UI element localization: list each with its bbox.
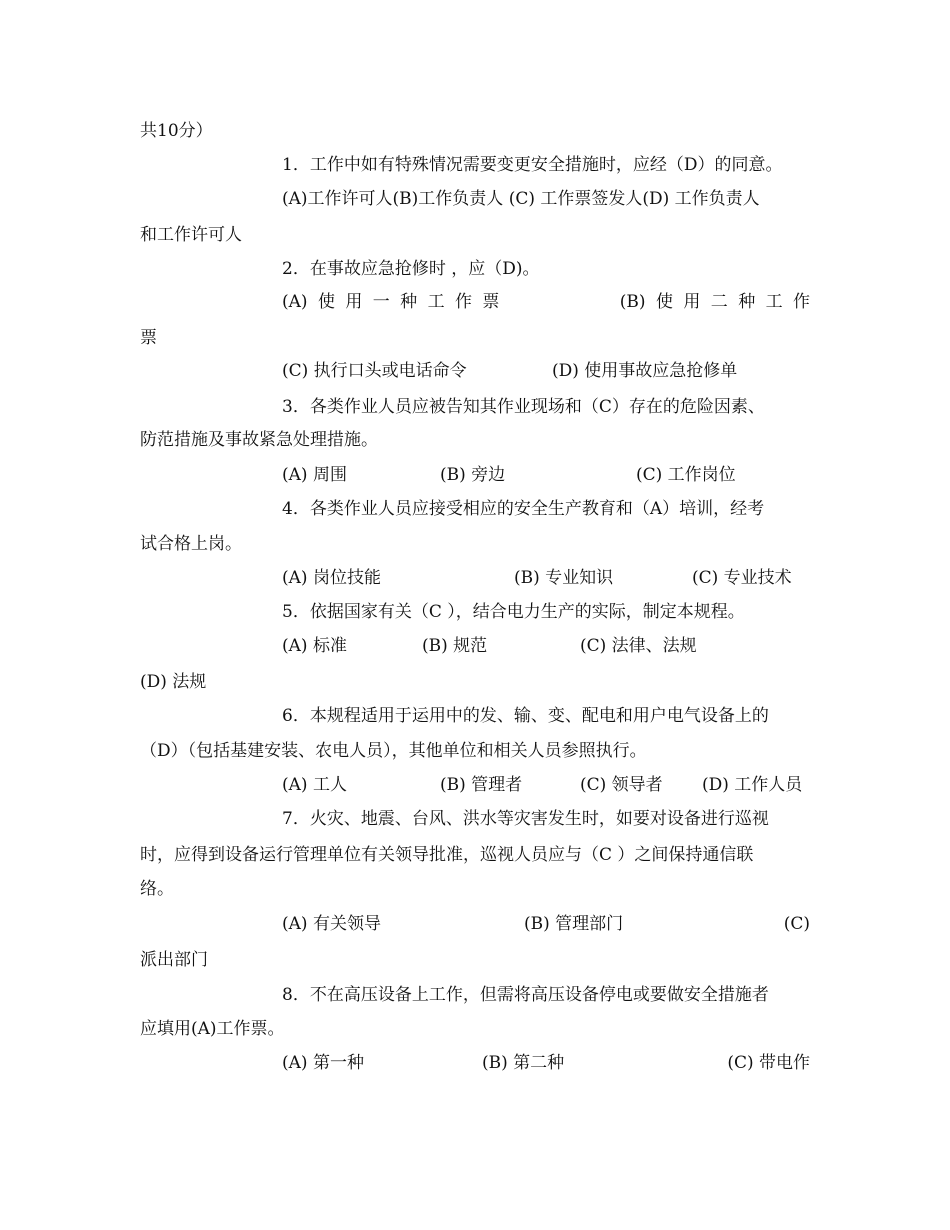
option-c: (C) 工作岗位 — [636, 465, 736, 485]
option-a-char: 用 — [345, 292, 363, 312]
question-5: 5．依据国家有关（C ），结合电力生产的实际，制定本规程。 — [282, 602, 745, 622]
question-8: 8．不在高压设备上工作，但需将高压设备停电或要做安全措施者 — [282, 985, 769, 1005]
question-2: 2．在事故应急抢修时 ，应（D)。 — [282, 259, 540, 279]
option-a-char: 作 — [454, 292, 472, 312]
question-6-options — [282, 775, 810, 795]
option-b-label: (B) — [619, 292, 646, 312]
option-a-char: 一 — [372, 292, 390, 312]
option-b: (B) 专业知识 — [514, 568, 614, 588]
option-b: (B) 第二种 — [482, 1053, 565, 1073]
option-a-char: 工 — [427, 292, 445, 312]
question-1-options-cont: 和工作许可人 — [140, 225, 242, 245]
option-a-char: 使 — [317, 292, 335, 312]
question-2-options-cd — [282, 361, 810, 381]
option-a: (A) 标准 — [282, 636, 347, 656]
question-7-cont-2: 络。 — [140, 879, 174, 899]
option-b-char: 用 — [683, 292, 701, 312]
question-6: 6．本规程适用于运用中的发、输、变、配电和用户电气设备上的 — [282, 706, 769, 726]
option-b-char: 使 — [655, 292, 673, 312]
question-1: 1．工作中如有特殊情况需要变更安全措施时，应经（D）的同意。 — [282, 155, 783, 175]
question-5-option-d: (D) 法规 — [140, 672, 207, 692]
option-a-char: 种 — [400, 292, 418, 312]
question-4-options — [282, 568, 810, 588]
option-b: (B) 规范 — [422, 636, 488, 656]
option-b-char: 作 — [793, 292, 810, 312]
option-a-label: (A) — [282, 292, 308, 312]
option-a: (A) 周围 — [282, 465, 347, 485]
option-d: (D) 使用事故应急抢修单 — [552, 361, 738, 381]
question-8-cont: 应填用(A)工作票。 — [140, 1019, 285, 1039]
question-3-cont: 防范措施及事故紧急处理措施。 — [140, 430, 378, 450]
option-c: (C) 带电作 — [727, 1053, 810, 1073]
option-c: (C) 执行口头或电话命令 — [282, 361, 467, 381]
question-5-options — [282, 636, 810, 656]
option-b-char: 二 — [710, 292, 728, 312]
question-6-cont: （D）（包括基建安装、农电人员），其他单位和相关人员参照执行。 — [140, 741, 647, 761]
option-a: (A) 有关领导 — [282, 914, 381, 934]
question-4: 4．各类作业人员应接受相应的安全生产教育和（A）培训，经考 — [282, 499, 765, 519]
option-b: (B) 旁边 — [440, 465, 506, 485]
question-3: 3．各类作业人员应被告知其作业现场和（C）存在的危险因素、 — [282, 397, 765, 417]
option-a-char: 票 — [482, 292, 500, 312]
question-7-options — [282, 914, 810, 934]
question-8-options — [282, 1053, 810, 1073]
option-a: (A) 第一种 — [282, 1053, 364, 1073]
score-note: 共10分） — [140, 121, 213, 141]
question-7-option-c-cont: 派出部门 — [140, 950, 208, 970]
option-b-char: 工 — [765, 292, 783, 312]
option-b-char: 种 — [738, 292, 756, 312]
option-c: (C) 领导者 — [580, 775, 663, 795]
option-c: (C) 专业技术 — [692, 568, 792, 588]
option-c: (C) 法律、法规 — [580, 636, 697, 656]
question-7: 7．火灾、地震、台风、洪水等灾害发生时，如要对设备进行巡视 — [282, 809, 769, 829]
question-3-options — [282, 465, 810, 485]
option-b: (B) 管理者 — [440, 775, 523, 795]
option-a: (A) 工人 — [282, 775, 347, 795]
option-a: (A) 岗位技能 — [282, 568, 381, 588]
option-c: (C) — [783, 914, 810, 934]
option-b: (B) 管理部门 — [524, 914, 624, 934]
question-7-cont-1: 时，应得到设备运行管理单位有关领导批准，巡视人员应与（C ）之间保持通信联 — [140, 845, 754, 865]
option-d: (D) 工作人员 — [702, 775, 803, 795]
question-1-options: (A)工作许可人(B)工作负责人 (C) 工作票签发人(D) 工作负责人 — [282, 189, 760, 209]
question-2-options-cont: 票 — [140, 328, 157, 348]
question-4-cont: 试合格上岗。 — [140, 534, 242, 554]
question-2-options-ab — [282, 292, 810, 312]
